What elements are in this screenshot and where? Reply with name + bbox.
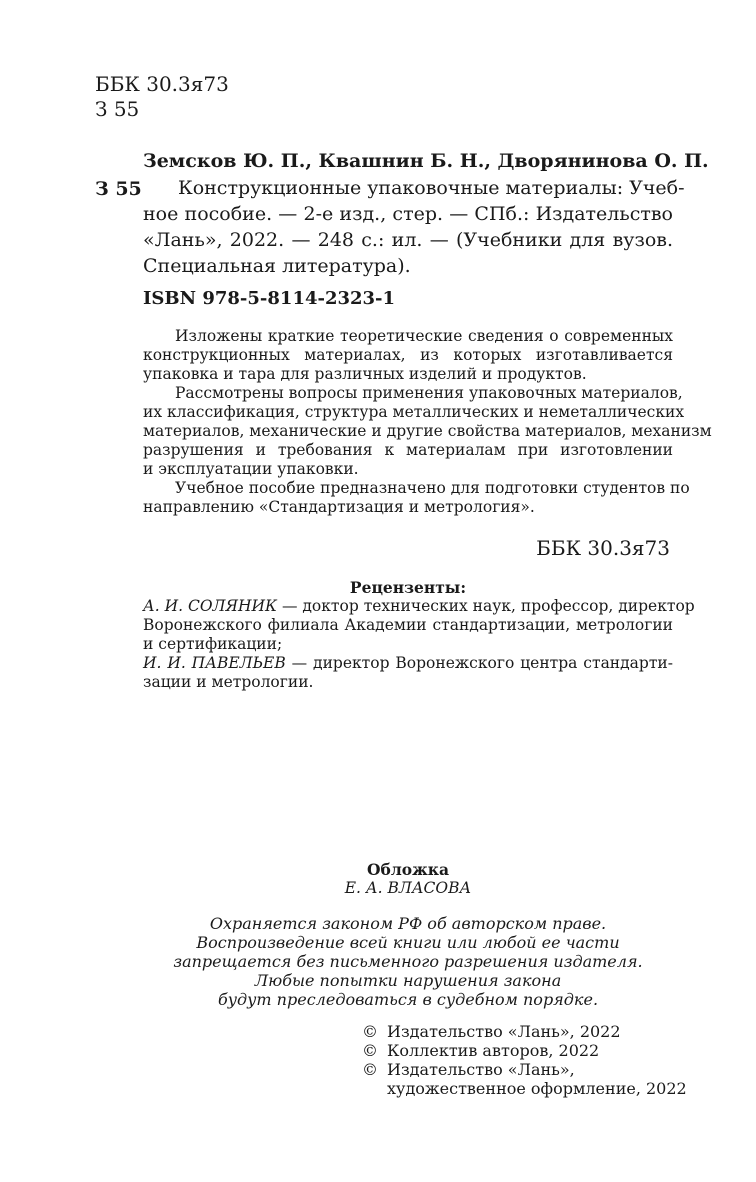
notice-line: запрещается без письменного разрешения издателя.	[173, 952, 643, 971]
reviewer-line	[143, 597, 695, 616]
copyright-symbol: ©	[362, 1060, 378, 1079]
notice-line: будут преследоваться в судебном порядке.	[217, 990, 599, 1009]
annotation-line: конструкционных материалах, из которых изготавливается	[143, 346, 673, 364]
annotation-line: Изложены краткие теоретические сведения о современных	[175, 327, 673, 345]
notice-line: Воспроизведение всей книги или любой ее части	[196, 933, 620, 952]
bibliographic-description	[143, 175, 685, 279]
copyright-symbol: ©	[362, 1041, 378, 1060]
annotation-line: материалов, механические и другие свойства материалов, механизм	[143, 422, 712, 440]
reviewer-text: — директор Воронежского центра стандарти-	[285, 654, 673, 672]
reviewer-line	[143, 654, 673, 673]
notice-line: Любые попытки нарушения закона	[254, 971, 562, 990]
reviewer-line: Воронежского филиала Академии стандартизации, метрологии	[143, 616, 673, 634]
reviewer-name: И. И. ПАВЕЛЬЕВ	[143, 654, 286, 672]
reviewer-line: зации и метрологии.	[143, 673, 314, 691]
cover-label: Обложка	[367, 860, 449, 879]
copyright-holder-continued: художественное оформление, 2022	[387, 1079, 687, 1098]
annotation-line: упаковка и тара для различных изделий и продуктов.	[143, 365, 587, 383]
description-line: ное пособие. — 2-е изд., стер. — СПб.: Издательство	[143, 203, 673, 225]
copyright-row	[362, 1022, 687, 1041]
copyright-row	[362, 1060, 687, 1079]
annotation-line: разрушения и требования к материалам при изготовлении	[143, 441, 673, 459]
copyright-row	[362, 1041, 687, 1060]
authors: Земсков Ю. П., Квашнин Б. Н., Дворянинова О. П.	[143, 150, 709, 172]
reviewers	[143, 578, 695, 692]
bbk-header	[95, 72, 229, 122]
annotation	[143, 327, 712, 517]
cover-credit	[143, 860, 673, 898]
copyright-notice	[143, 914, 673, 1009]
reviewers-title: Рецензенты:	[349, 578, 467, 597]
annotation-line: Учебное пособие предназначено для подготовки студентов по	[175, 479, 690, 497]
annotation-line: Рассмотрены вопросы применения упаковочных материалов,	[175, 384, 683, 402]
annotation-line: направлению «Стандартизация и метрология».	[143, 498, 535, 516]
author-mark: З 55	[95, 97, 140, 121]
copyright-holder: Коллектив авторов, 2022	[387, 1041, 600, 1060]
description-line: Конструкционные упаковочные материалы: Учеб-	[178, 177, 685, 199]
bbk-code: ББК 30.3я73	[95, 72, 229, 96]
copyrights	[362, 1022, 687, 1098]
reviewer-text: — доктор технических наук, профессор, директор	[277, 597, 695, 615]
copyright-symbol: ©	[362, 1022, 378, 1041]
reviewer-name: А. И. СОЛЯНИК	[143, 597, 278, 615]
copyright-holder: Издательство «Лань»,	[387, 1060, 575, 1079]
reviewer-line: и сертификации;	[143, 635, 283, 653]
isbn: ISBN 978-5-8114-2323-1	[143, 288, 396, 309]
entry-mark: З 55	[95, 178, 142, 200]
annotation-line: их классификация, структура металлических и неметаллических	[143, 403, 685, 421]
bbk-code-right: ББК 30.3я73	[536, 536, 670, 560]
annotation-line: и эксплуатации упаковки.	[143, 460, 359, 478]
cover-artist: Е. А. ВЛАСОВА	[344, 879, 472, 897]
notice-line: Охраняется законом РФ об авторском праве.	[209, 914, 607, 933]
description-line: Специальная литература).	[143, 255, 411, 277]
description-line: «Лань», 2022. — 248 с.: ил. — (Учебники для вузов.	[143, 229, 673, 251]
copyright-holder: Издательство «Лань», 2022	[387, 1022, 621, 1041]
